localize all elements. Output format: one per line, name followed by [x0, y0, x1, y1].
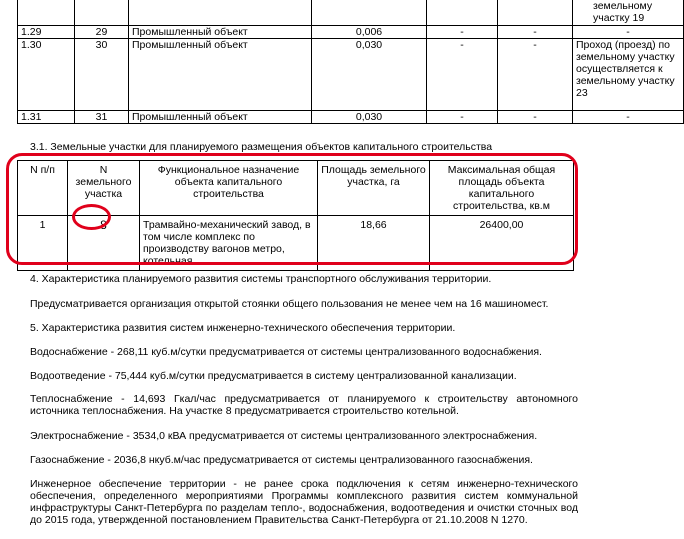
object-name: Промышленный объект — [129, 26, 312, 39]
plot-area: 18,66 — [318, 216, 430, 271]
col-6: - — [498, 111, 573, 124]
plot-area — [312, 0, 427, 26]
header-purpose: Функциональное назначение объекта капитального строительства — [140, 161, 318, 216]
col-5: - — [427, 111, 498, 124]
row-number: 1.31 — [18, 111, 75, 124]
plot-number: 29 — [75, 26, 129, 39]
col-6 — [498, 0, 573, 26]
object-name — [129, 0, 312, 26]
note: Проход (проезд) по земельному участку осуществляется к земельному участку 23 — [573, 39, 684, 111]
paragraph-heat-supply: Теплоснабжение - 14,693 Гкал/час предусматривается от планируемого к строительству автономного источника теплоснабжения. На участке 8 предусматривается строительство котельной. — [30, 393, 578, 417]
header-max-area: Максимальная общая площадь объекта капитального строительства, кв.м — [430, 161, 574, 216]
table-row — [18, 0, 684, 26]
row-number: 1 — [18, 216, 68, 271]
plot-area: 0,030 — [312, 111, 427, 124]
land-plots-table — [17, 0, 684, 124]
col-5: - — [427, 39, 498, 111]
paragraph-engineering-heading: 5. Характеристика развития систем инженерно-технического обеспечения территории. — [30, 322, 456, 334]
col-5: - — [427, 26, 498, 39]
col-6: - — [498, 26, 573, 39]
table-header-row — [18, 161, 574, 216]
object-name: Промышленный объект — [129, 111, 312, 124]
note: - — [573, 26, 684, 39]
table-row — [18, 216, 574, 271]
note: - — [573, 111, 684, 124]
object-name: Промышленный объект — [129, 39, 312, 111]
object-purpose: Трамвайно-механический завод, в том числе комплекс по производству вагонов метро, котельная — [140, 216, 318, 271]
paragraph-water-supply: Водоснабжение - 268,11 куб.м/сутки предусматривается от системы централизованного водоснабжения. — [30, 346, 542, 358]
section-title: 3.1. Земельные участки для планируемого размещения объектов капитального строительства — [30, 141, 493, 153]
paragraph-parking: Предусматривается организация открытой стоянки общего пользования не менее чем на 16 машиномест. — [30, 298, 549, 310]
header-n: N п/п — [18, 161, 68, 216]
paragraph-drainage: Водоотведение - 75,444 куб.м/сутки предусматривается в систему централизованной канализации. — [30, 370, 517, 382]
row-number: 1.29 — [18, 26, 75, 39]
header-plot-number: N земельного участка — [68, 161, 140, 216]
plot-area: 0,030 — [312, 39, 427, 111]
plot-number: 30 — [75, 39, 129, 111]
planned-objects-table — [17, 160, 574, 271]
paragraph-engineering-provision: Инженерное обеспечение территории - не ранее срока подключения к сетям инженерно-технического обеспечения, определенного мероприятиями Программы комплексного развития систем коммунальной инфраструктуры Санкт-Петербурга по разделам тепло-, водоснабжения, водоотведения и очистки сточных вод до 2015 года, утвержденной постановлением Правительства Санкт-Петербурга от 21.10.2008 N 1270. — [30, 478, 578, 526]
paragraph-gas: Газоснабжение - 2036,8 нкуб.м/час предусматривается от системы централизованного газоснабжения. — [30, 454, 533, 466]
header-area: Площадь земельного участка, га — [318, 161, 430, 216]
plot-number: 8 — [68, 216, 140, 271]
table-row — [18, 26, 684, 39]
paragraph-electricity: Электроснабжение - 3534,0 кВА предусматривается от системы централизованного электроснабжения. — [30, 430, 538, 442]
table-row — [18, 111, 684, 124]
col-5 — [427, 0, 498, 26]
plot-number — [75, 0, 129, 26]
note: земельному участку 19 — [573, 0, 684, 26]
col-6: - — [498, 39, 573, 111]
row-number: 1.30 — [18, 39, 75, 111]
plot-number: 31 — [75, 111, 129, 124]
row-number — [18, 0, 75, 26]
plot-area: 0,006 — [312, 26, 427, 39]
paragraph-transport-heading: 4. Характеристика планируемого развития системы транспортного обслуживания территории. — [30, 273, 492, 285]
max-area: 26400,00 — [430, 216, 574, 271]
table-row — [18, 39, 684, 111]
